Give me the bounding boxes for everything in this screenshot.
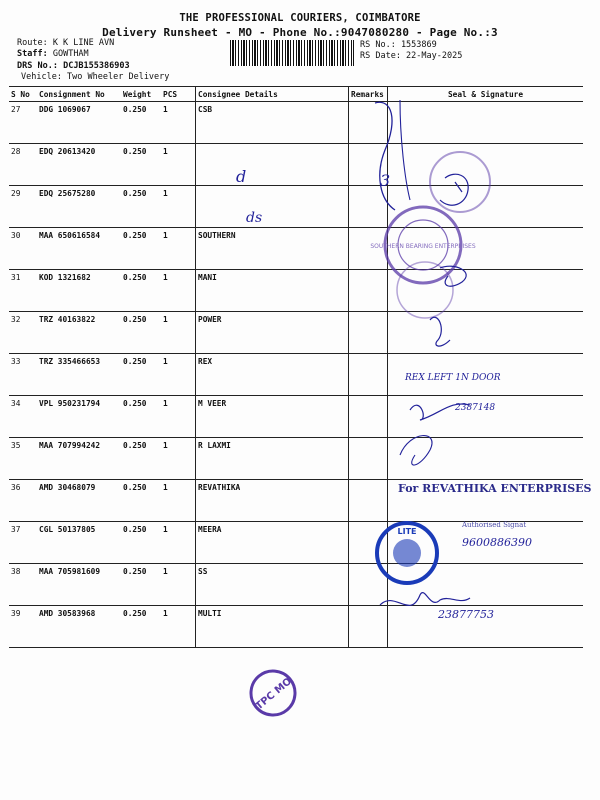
row-consignment-no: MAA 705981609 [37, 564, 121, 606]
staff-value: GOWTHAM [52, 49, 89, 59]
row-signature [388, 228, 584, 270]
authorised-note: Authorised Signat [462, 521, 527, 529]
row-consignee: SS [196, 564, 349, 606]
row-signature [388, 312, 584, 354]
handwritten-mark-30: ds [246, 210, 263, 226]
row-consignment-no: KOD 1321682 [37, 270, 121, 312]
row-remarks [349, 564, 388, 606]
row-remarks [349, 144, 388, 186]
row-signature [388, 606, 584, 648]
row-consignment-no: AMD 30468079 [37, 480, 121, 522]
row-remarks [349, 396, 388, 438]
row-weight: 0.250 [121, 396, 161, 438]
row-weight: 0.250 [121, 312, 161, 354]
stamp-tpc [242, 662, 304, 724]
col-consignee: Consignee Details [196, 87, 349, 102]
row-sno: 28 [9, 144, 37, 186]
row-pcs: 1 [161, 354, 196, 396]
row-pcs: 1 [161, 564, 196, 606]
row-weight: 0.250 [121, 270, 161, 312]
row-consignee: POWER [196, 312, 349, 354]
row-consignee: MEERA [196, 522, 349, 564]
stamp-southern-text: SOUTHERN BEARING ENTERPRISES [370, 243, 476, 250]
row-weight: 0.250 [121, 438, 161, 480]
row-pcs: 1 [161, 606, 196, 648]
row-consignee: CSB [196, 102, 349, 144]
table-row [9, 354, 583, 396]
row-consignment-no: AMD 30583968 [37, 606, 121, 648]
row-pcs: 1 [161, 312, 196, 354]
row-remarks [349, 186, 388, 228]
phone-note-2: 23877753 [438, 608, 494, 621]
row-signature [388, 480, 584, 522]
runsheet-subtitle: Delivery Runsheet - MO - Phone No.:9047080280 - Page No.:3 [102, 26, 498, 39]
row-pcs: 1 [161, 396, 196, 438]
row-remarks [349, 312, 388, 354]
row-sno: 38 [9, 564, 37, 606]
row-consignee: SOUTHERN [196, 228, 349, 270]
row-consignment-no: MAA 650616584 [37, 228, 121, 270]
row-signature [388, 144, 584, 186]
row-consignee [196, 144, 349, 186]
row-weight: 0.250 [121, 228, 161, 270]
handwritten-mark-29: d [236, 167, 247, 186]
row-sno: 27 [9, 102, 37, 144]
row-pcs: 1 [161, 522, 196, 564]
table-row [9, 396, 583, 438]
row-consignee: MANI [196, 270, 349, 312]
row-weight: 0.250 [121, 186, 161, 228]
col-sno: S No [9, 87, 37, 102]
row-remarks [349, 480, 388, 522]
stamp-lite-text: LITE [397, 527, 417, 536]
table-row [9, 312, 583, 354]
row-remarks [349, 270, 388, 312]
table-row [9, 522, 583, 564]
row-weight: 0.250 [121, 606, 161, 648]
row-remarks [349, 354, 388, 396]
row-signature [388, 270, 584, 312]
row-consignment-no: DDG 1069067 [37, 102, 121, 144]
table-row [9, 144, 583, 186]
row-pcs: 1 [161, 228, 196, 270]
staff-label: Staff: [17, 49, 48, 59]
row-consignment-no: EDQ 25675280 [37, 186, 121, 228]
row-sno: 31 [9, 270, 37, 312]
col-remarks: Remarks [349, 87, 388, 102]
phone-note: 9600886390 [462, 536, 532, 549]
stamp-tpc-text: TPC MO [253, 675, 295, 713]
company-title: THE PROFESSIONAL COURIERS, COIMBATORE [179, 12, 421, 24]
rs-number: RS No.: 1553869 [360, 40, 437, 50]
row-signature [388, 186, 584, 228]
row-consignment-no: EDQ 20613420 [37, 144, 121, 186]
row-weight: 0.250 [121, 480, 161, 522]
row-signature [388, 564, 584, 606]
row-weight: 0.250 [121, 144, 161, 186]
row-weight: 0.250 [121, 522, 161, 564]
drs-label: DRS No.: [17, 61, 58, 71]
table-row [9, 564, 583, 606]
table-row [9, 186, 583, 228]
handwritten-three: 3 [380, 171, 391, 190]
row-remarks [349, 102, 388, 144]
rex-number: 2387148 [455, 403, 496, 413]
table-row [9, 438, 583, 480]
row-consignment-no: VPL 950231794 [37, 396, 121, 438]
row-consignment-no: TRZ 335466653 [37, 354, 121, 396]
row-remarks [349, 228, 388, 270]
row-consignee [196, 186, 349, 228]
drs-value: DCJB155386903 [63, 61, 130, 71]
row-sno: 39 [9, 606, 37, 648]
row-consignment-no: MAA 707994242 [37, 438, 121, 480]
row-consignment-no: TRZ 40163822 [37, 312, 121, 354]
row-weight: 0.250 [121, 564, 161, 606]
row-pcs: 1 [161, 102, 196, 144]
table-row [9, 228, 583, 270]
table-row [9, 480, 583, 522]
table-row [9, 102, 583, 144]
row-signature [388, 354, 584, 396]
drs-number [17, 61, 130, 71]
table-row [9, 606, 583, 648]
rs-date: RS Date: 22-May-2025 [360, 51, 463, 61]
row-sno: 30 [9, 228, 37, 270]
row-pcs: 1 [161, 144, 196, 186]
row-consignee: REX [196, 354, 349, 396]
col-weight: Weight [121, 87, 161, 102]
row-signature [388, 396, 584, 438]
row-sno: 33 [9, 354, 37, 396]
col-pcs: PCS [161, 87, 196, 102]
row-weight: 0.250 [121, 102, 161, 144]
row-pcs: 1 [161, 270, 196, 312]
row-pcs: 1 [161, 480, 196, 522]
row-consignee: MULTI [196, 606, 349, 648]
route: Route: K K LINE AVN [17, 38, 115, 48]
vehicle: Vehicle: Two Wheeler Delivery [21, 72, 170, 82]
row-sno: 34 [9, 396, 37, 438]
row-remarks [349, 606, 388, 648]
col-signature: Seal & Signature [388, 87, 584, 102]
row-sno: 32 [9, 312, 37, 354]
barcode [230, 40, 354, 66]
row-consignee: REVATHIKA [196, 480, 349, 522]
row-signature [388, 522, 584, 564]
row-pcs: 1 [161, 186, 196, 228]
runsheet-table [9, 86, 583, 648]
table-row [9, 270, 583, 312]
row-signature [388, 102, 584, 144]
row-sno: 36 [9, 480, 37, 522]
row-consignment-no: CGL 50137805 [37, 522, 121, 564]
row-remarks [349, 438, 388, 480]
row-signature [388, 438, 584, 480]
row-sno: 37 [9, 522, 37, 564]
row-consignee: R LAXMI [196, 438, 349, 480]
row-sno: 29 [9, 186, 37, 228]
row-consignee: M VEER [196, 396, 349, 438]
row-sno: 35 [9, 438, 37, 480]
col-consignment: Consignment No [37, 87, 121, 102]
staff [17, 49, 89, 59]
row-pcs: 1 [161, 438, 196, 480]
row-weight: 0.250 [121, 354, 161, 396]
table-header [9, 87, 583, 102]
revathika-seal: For REVATHIKA ENTERPRISES [398, 482, 592, 495]
rex-note: REX LEFT 1N DOOR [405, 373, 501, 383]
row-remarks [349, 522, 388, 564]
